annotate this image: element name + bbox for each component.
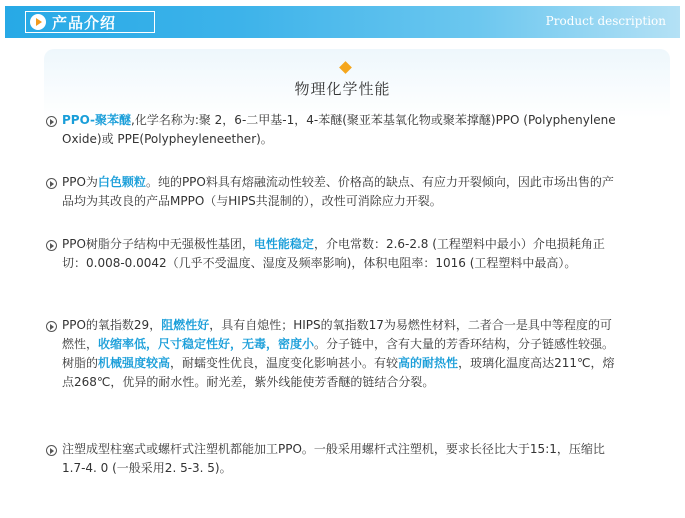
section-header-bar bbox=[5, 6, 680, 38]
header-subtitle: Product description bbox=[545, 14, 666, 28]
highlight-text: 高的耐热性 bbox=[398, 356, 459, 370]
bullet-icon bbox=[46, 178, 57, 189]
bullet-icon bbox=[46, 116, 57, 127]
header-title: 产品介绍 bbox=[52, 14, 117, 32]
header-title-box bbox=[25, 11, 155, 33]
body-text: PPO树脂分子结构中无强极性基团， bbox=[62, 237, 254, 251]
highlight-text: 机械强度较高 bbox=[98, 356, 171, 370]
paragraph bbox=[62, 111, 622, 149]
bullet-icon bbox=[46, 240, 57, 251]
paragraph bbox=[62, 173, 622, 211]
body-text: ，具有自熄性；HIPS的氧指数17为易燃性材料，二者合一是具中等程度的可燃性， bbox=[62, 318, 612, 351]
highlight-text: PPO-聚苯醚 bbox=[62, 113, 131, 127]
body-text: 。分子链中，含有大量的芳香环结构，分子链感性较强。树脂的 bbox=[62, 337, 615, 370]
body-text: 注塑成型柱塞式或螺杆式注塑机都能加工PPO。一般采用螺杆式注塑机，要求长径比大于15:1，压缩比1.7-4. 0 (一般采用2. 5-3. 5)。 bbox=[62, 442, 605, 475]
play-icon bbox=[30, 14, 46, 30]
body-text: 。纯的PPO料具有熔融流动性较差、价格高的缺点、有应力开裂倾向，因此市场出售的产品均为其改良的产品MPPO（与HIPS共混制的），改性可消除应力开裂。 bbox=[62, 175, 614, 208]
bullet-icon bbox=[46, 321, 57, 332]
highlight-text: 阻燃性好 bbox=[161, 318, 210, 332]
body-text: ，玻璃化温度高达211℃，熔点268℃，优异的耐水性。耐光差，紫外线能使芳香醚的链结合分裂。 bbox=[62, 356, 615, 389]
highlight-text: 电性能稳定 bbox=[253, 237, 314, 251]
highlight-text: 白色颗粒 bbox=[97, 175, 146, 189]
body-text: ，耐蠕变性优良，温度变化影响甚小。有较 bbox=[170, 356, 399, 370]
section-title: 物理化学性能 bbox=[294, 80, 391, 98]
paragraph bbox=[62, 235, 622, 273]
body-text: ，介电常数：2.6-2.8 (工程塑料中最小）介电损耗角正切：0.008-0.0042（几乎不受温度、湿度及频率影响)，体积电阻率：1016 (工程塑料中最高）。 bbox=[62, 237, 605, 270]
body-text: ,化学名称为:聚 2，6-二甲基-1，4-苯醚(聚亚苯基氧化物或聚苯撑醚)PPO (Polyphenylene Oxide)或 PPE(Polypheyleneether)。 bbox=[62, 113, 616, 146]
body-text: PPO为 bbox=[62, 175, 98, 189]
paragraph bbox=[62, 440, 622, 478]
paragraph bbox=[62, 316, 622, 392]
body-text: PPO的氧指数29， bbox=[62, 318, 162, 332]
highlight-text: 收缩率低，尺寸稳定性好，无毒，密度小 bbox=[98, 337, 315, 351]
bullet-icon bbox=[46, 445, 57, 456]
